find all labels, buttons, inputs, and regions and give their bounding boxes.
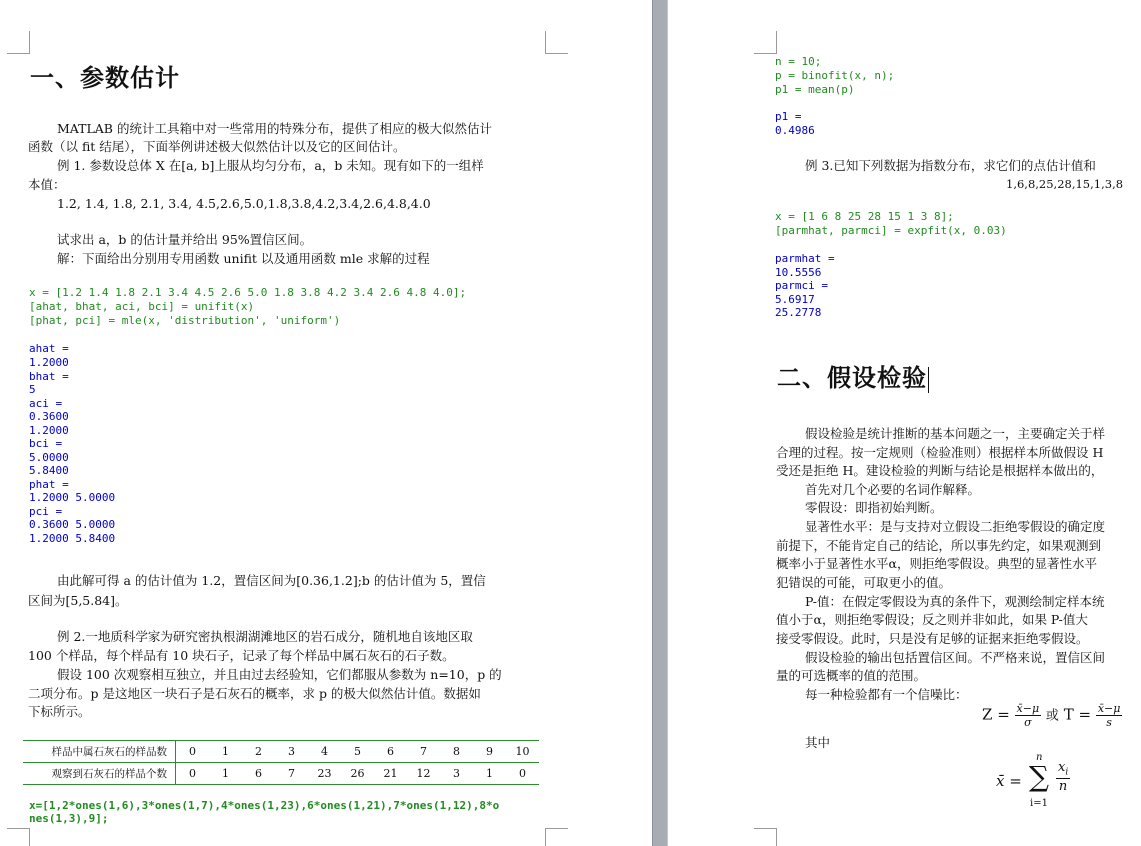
paragraph-line[interactable]: 显著性水平：是与支持对立假设二拒绝零假设的确定度 (805, 519, 1106, 534)
paragraph-line[interactable]: 前提下，不能肯定自己的结论，所以事先约定，如果观测到 (776, 538, 1102, 553)
table-cell[interactable]: 4 (308, 741, 341, 763)
table-row (23, 763, 539, 785)
table-header-cell[interactable]: 样品中属石灰石的样品数 (23, 741, 176, 763)
paragraph-line[interactable]: 假设 100 次观察相互独立，并且由过去经验知，它们都服从参数为 n=10，p 的 (57, 667, 502, 682)
output-line[interactable]: 0.3600 5.0000 (29, 518, 116, 531)
code-line[interactable]: [ahat, bhat, aci, bci] = unifit(x) (29, 300, 255, 313)
crop-mark (7, 828, 30, 846)
paragraph-line[interactable]: 试求出 a，b 的估计量并给出 95%置信区间。 (57, 232, 313, 247)
code-line[interactable]: [phat, pci] = mle(x, 'distribution', 'uniform') (29, 314, 341, 327)
fraction-denominator: s (1106, 716, 1112, 729)
table-cell[interactable]: 21 (374, 763, 407, 785)
paragraph-line[interactable]: 二项分布。p 是这地区一块石子是石灰石的概率，求 p 的极大似然估计值。数据如 (28, 686, 481, 701)
table-cell[interactable]: 6 (374, 741, 407, 763)
code-line[interactable]: x=[1,2*ones(1,6),3*ones(1,7),4*ones(1,23),6*ones(1,21),7*ones(1,12),8*o (29, 799, 500, 812)
paragraph-line[interactable]: 例 1. 参数设总体 X 在[a, b]上服从均匀分布，a，b 未知。现有如下的一组样 (57, 158, 484, 173)
paragraph-line[interactable]: 假设检验的输出包括置信区间。不严格来说，置信区间 (805, 650, 1106, 665)
output-line[interactable]: aci = (29, 397, 63, 410)
code-line[interactable]: p1 = mean(p) (775, 83, 855, 96)
output-line[interactable]: 1.2000 5.8400 (29, 532, 116, 545)
output-line[interactable]: parmhat = (775, 252, 835, 265)
formula-z-label: Z = (982, 705, 1010, 724)
formula-t-label: T = (1063, 705, 1092, 724)
formula-or: 或 (1045, 708, 1059, 724)
output-line[interactable]: 25.2778 (775, 306, 822, 319)
table-cell[interactable]: 3 (275, 741, 308, 763)
paragraph-line[interactable]: 合理的过程。按一定规则（检验准则）根据样本所做假设 H (776, 445, 1104, 460)
sum-subscript: i (1065, 767, 1069, 778)
table-cell[interactable]: 7 (407, 741, 440, 763)
paragraph-line[interactable]: 区间为[5,5.84]。 (28, 593, 128, 608)
fraction-numerator (1056, 760, 1070, 779)
paragraph-line[interactable]: 本值： (28, 177, 66, 192)
table-cell[interactable]: 7 (275, 763, 308, 785)
output-line[interactable]: 1.2000 (29, 424, 69, 437)
code-line[interactable]: n = 10; (775, 55, 822, 68)
output-line[interactable]: 5.8400 (29, 464, 69, 477)
crop-mark (545, 31, 568, 54)
paragraph-line[interactable]: 概率小于显著性水平α，则拒绝零假设。典型的显著性水平 (776, 556, 1097, 571)
paragraph-line[interactable]: MATLAB 的统计工具箱中对一些常用的特殊分布，提供了相应的极大似然估计 (57, 121, 492, 136)
code-line[interactable]: x = [1.2 1.4 1.8 2.1 3.4 4.5 2.6 5.0 1.8 3.8 4.2 3.4 2.6 4.8 4.0]; (29, 286, 467, 299)
output-line[interactable]: phat = (29, 478, 69, 491)
table-cell[interactable]: 2 (242, 741, 275, 763)
table-cell[interactable]: 5 (341, 741, 374, 763)
paragraph-line[interactable]: 首先对几个必要的名词作解释。 (805, 482, 981, 497)
data-table (23, 740, 539, 785)
output-line[interactable]: bci = (29, 437, 63, 450)
output-line[interactable]: 1.2000 5.0000 (29, 491, 116, 504)
code-line[interactable]: nes(1,3),9]; (29, 812, 109, 825)
paragraph-line[interactable]: 解：下面给出分别用专用函数 unifit 以及通用函数 mle 求解的过程 (57, 251, 430, 266)
table-header-cell[interactable]: 观察到石灰石的样品个数 (23, 763, 176, 785)
paragraph-line[interactable]: 例 3.已知下列数据为指数分布，求它们的点估计值和 (805, 158, 1096, 173)
paragraph-line[interactable]: 零假设：即指初始判断。 (805, 500, 943, 515)
code-line[interactable]: [parmhat, parmci] = expfit(x, 0.03) (775, 224, 1007, 237)
formula-signal-noise[interactable] (982, 702, 1122, 729)
fraction (1015, 702, 1042, 729)
table-cell[interactable]: 8 (440, 741, 473, 763)
output-line[interactable]: 5 (29, 383, 36, 396)
heading-parameter-estimation[interactable]: 一、参数估计 (30, 63, 180, 92)
paragraph-line[interactable]: 假设检验是统计推断的基本问题之一，主要确定关于样 (805, 426, 1106, 441)
page-gutter (652, 0, 668, 846)
sum-upper: n (1036, 752, 1043, 763)
table-cell[interactable]: 0 (176, 741, 210, 763)
sum-icon: ∑ (1029, 760, 1049, 793)
paragraph-line[interactable]: 下标所示。 (28, 704, 91, 719)
sample-values[interactable]: 1.2, 1.4, 1.8, 2.1, 3.4, 4.5,2.6,5.0,1.8,3.8,4.2,3.4,2.6,4.8,4.0 (57, 196, 431, 211)
paragraph-line[interactable]: 值小于α，则拒绝零假设；反之则并非如此，如果 P-值大 (776, 612, 1088, 627)
paragraph-line[interactable]: 100 个样品，每个样品有 10 块石子，记录了每个样品中属石灰石的石子数。 (28, 648, 455, 663)
fraction-denominator: n (1058, 778, 1068, 794)
crop-mark (545, 828, 568, 846)
table-cell[interactable]: 26 (341, 763, 374, 785)
code-line[interactable]: p = binofit(x, n); (775, 69, 895, 82)
table-row (23, 741, 539, 763)
sum-lower: i=1 (1030, 798, 1048, 809)
output-line[interactable]: p1 = (775, 110, 802, 123)
table-cell[interactable]: 6 (242, 763, 275, 785)
fraction-numerator: x̄−μ (1097, 702, 1121, 715)
output-line[interactable]: bhat = (29, 370, 69, 383)
paragraph-line[interactable]: 量的可选概率的值的范围。 (776, 668, 927, 683)
output-line[interactable]: pci = (29, 505, 63, 518)
text-cursor (928, 367, 929, 393)
table-cell[interactable]: 10 (506, 741, 539, 763)
table-cell[interactable]: 1 (209, 741, 242, 763)
paragraph-line[interactable]: 其中 (805, 735, 831, 750)
table-cell[interactable]: 0 (506, 763, 539, 785)
table-cell[interactable]: 23 (308, 763, 341, 785)
output-line[interactable]: 0.3600 (29, 410, 69, 423)
paragraph-line[interactable]: 函数（以 fit 结尾），下面举例讲述极大似然估计以及它的区间估计。 (28, 139, 406, 154)
heading-hypothesis-testing[interactable] (777, 358, 929, 393)
output-line[interactable]: 0.4986 (775, 124, 815, 137)
table-cell[interactable]: 0 (176, 763, 210, 785)
sum-numerator: x (1058, 760, 1066, 775)
paragraph-line[interactable]: P-值：在假定零假设为真的条件下，观测绘制定样本统 (805, 594, 1105, 609)
crop-mark (7, 31, 30, 54)
output-line[interactable]: 5.6917 (775, 293, 815, 306)
crop-mark (754, 31, 777, 54)
output-line[interactable]: parmci = (775, 279, 828, 292)
output-line[interactable]: 1.2000 (29, 356, 69, 369)
table-cell[interactable]: 12 (407, 763, 440, 785)
table-cell[interactable]: 9 (473, 741, 506, 763)
paragraph-line[interactable]: 犯错误的可能，可取更小的值。 (776, 575, 952, 590)
table-cell[interactable]: 3 (440, 763, 473, 785)
table-cell[interactable]: 1 (473, 763, 506, 785)
output-line[interactable]: 10.5556 (775, 266, 822, 279)
code-line[interactable]: x = [1 6 8 25 28 15 1 3 8]; (775, 210, 954, 223)
fraction-numerator: x̄−μ (1016, 702, 1040, 715)
paragraph-line[interactable]: 受还是拒绝 H。建设检验的判断与结论是根据样本做出的， (776, 463, 1104, 478)
heading-text: 二、假设检验 (777, 363, 927, 392)
document-page-right (668, 0, 1141, 846)
paragraph-line[interactable]: 接受零假设。此时，只是没有足够的证据来拒绝零假设。 (776, 631, 1089, 646)
fraction (1096, 702, 1123, 729)
formula-sample-mean[interactable] (996, 752, 1096, 814)
output-line[interactable]: ahat = (29, 342, 69, 355)
fraction (1056, 760, 1070, 794)
paragraph-line[interactable]: 每一种检验都有一个信噪比： (805, 687, 968, 702)
crop-mark (754, 828, 777, 846)
xbar-label: x̄ = (996, 772, 1022, 790)
sample-values[interactable]: 1,6,8,25,28,15,1,3,8 (1006, 177, 1124, 191)
paragraph-line[interactable]: 由此解可得 a 的估计值为 1.2，置信区间为[0.36,1.2];b 的估计值为 5，置信 (57, 573, 486, 588)
table-cell[interactable]: 1 (209, 763, 242, 785)
paragraph-line[interactable]: 例 2.一地质科学家为研究密执根湖湖滩地区的岩石成分，随机地自该地区取 (57, 629, 473, 644)
fraction-denominator: σ (1024, 716, 1032, 729)
output-line[interactable]: 5.0000 (29, 451, 69, 464)
